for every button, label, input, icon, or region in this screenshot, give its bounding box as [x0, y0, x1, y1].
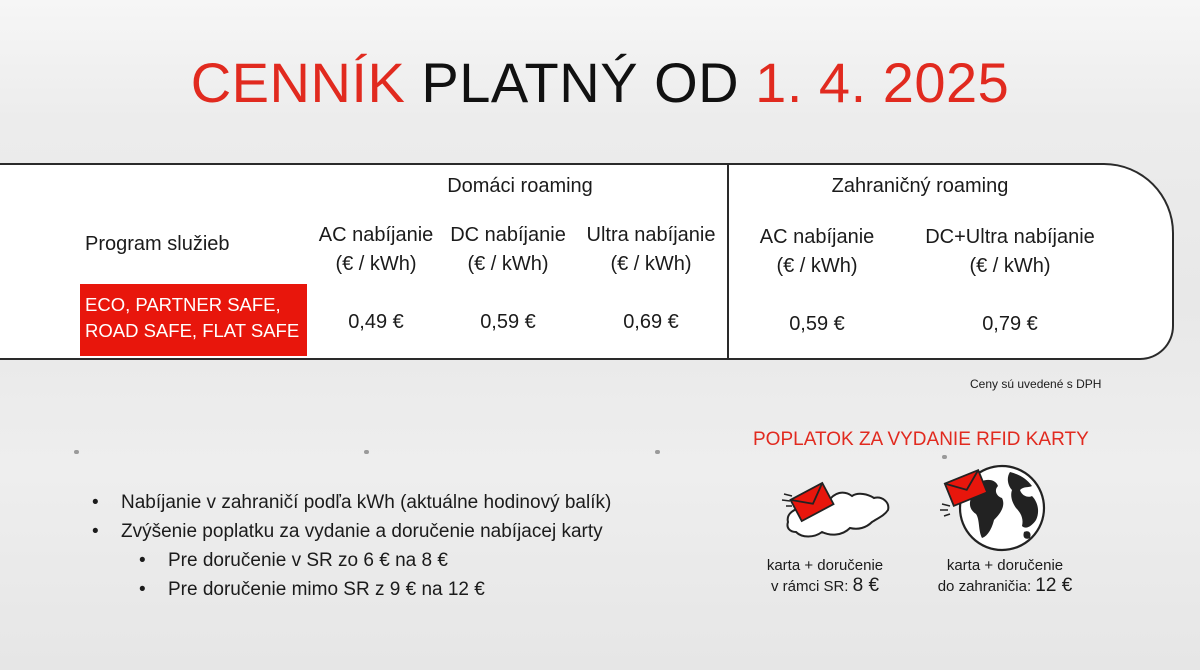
column-header-line: Ultra nabíjanie	[586, 224, 716, 246]
caption-line: do zahraničia:	[937, 578, 1032, 595]
rfid-domestic-price: 8 €	[852, 575, 880, 596]
column-header-dc-ultra-foreign	[900, 223, 1120, 281]
bullet-text: Nabíjanie v zahraničí podľa kWh (aktuálne hodinový balík)	[121, 492, 612, 513]
bullet-mark: •	[139, 550, 146, 571]
program-name-box	[80, 284, 307, 356]
wall-mark	[74, 450, 79, 454]
column-header-dc-domestic	[442, 221, 574, 279]
price-dc-ultra-foreign: 0,79 €	[982, 313, 1038, 335]
program-name-line: ROAD SAFE, FLAT SAFE	[85, 320, 300, 341]
rfid-foreign-caption	[920, 556, 1090, 597]
column-header-line: AC nabíjanie	[759, 226, 875, 248]
column-header-line: AC nabíjanie	[318, 224, 434, 246]
column-header-unit: (€ / kWh)	[467, 253, 549, 275]
group-header-domestic: Domáci roaming	[447, 175, 593, 197]
group-header-foreign: Zahraničný roaming	[831, 175, 1009, 197]
title-part-cennik: CENNÍK	[190, 51, 406, 114]
wall-mark	[942, 455, 947, 459]
wall-mark	[655, 450, 660, 454]
slovakia-map-envelope-icon	[780, 478, 900, 550]
column-header-line: DC+Ultra nabíjanie	[925, 226, 1095, 248]
globe-envelope-icon	[940, 460, 1052, 556]
caption-line: v rámci SR:	[770, 578, 849, 595]
rfid-foreign-price: 12 €	[1035, 575, 1073, 596]
column-header-line: DC nabíjanie	[450, 224, 566, 246]
column-header-unit: (€ / kWh)	[335, 253, 417, 275]
bullet-mark: •	[92, 521, 99, 542]
bullet-text: Pre doručenie mimo SR z 9 € na 12 €	[168, 579, 485, 600]
bullet-text: Zvýšenie poplatku za vydanie a doručenie nabíjacej karty	[121, 521, 603, 542]
title-part-platny-od: PLATNÝ OD	[421, 51, 740, 114]
wall-mark	[364, 450, 369, 454]
caption-line: karta + doručenie	[766, 557, 884, 574]
rfid-fee-title: POPLATOK ZA VYDANIE RFID KARTY	[753, 429, 1089, 450]
rfid-domestic-caption	[745, 556, 905, 597]
column-header-ultra-domestic	[574, 221, 728, 279]
bullet-text: Pre doručenie v SR zo 6 € na 8 €	[168, 550, 448, 571]
column-header-ac-domestic	[310, 221, 442, 279]
vat-note: Ceny sú uvedené s DPH	[970, 377, 1102, 391]
column-header-ac-foreign	[740, 223, 894, 281]
bullet-mark: •	[139, 579, 146, 600]
price-ultra-domestic: 0,69 €	[623, 311, 679, 333]
column-header-unit: (€ / kWh)	[610, 253, 692, 275]
price-ac-domestic: 0,49 €	[348, 311, 404, 333]
price-ac-foreign: 0,59 €	[789, 313, 845, 335]
program-name-line: ECO, PARTNER SAFE,	[85, 294, 281, 315]
program-label: Program služieb	[85, 233, 230, 255]
price-dc-domestic: 0,59 €	[480, 311, 536, 333]
bullet-mark: •	[92, 492, 99, 513]
caption-line: karta + doručenie	[946, 557, 1064, 574]
column-header-unit: (€ / kWh)	[969, 255, 1051, 277]
column-header-unit: (€ / kWh)	[776, 255, 858, 277]
page-title	[0, 48, 1200, 118]
title-part-date: 1. 4. 2025	[755, 51, 1010, 114]
